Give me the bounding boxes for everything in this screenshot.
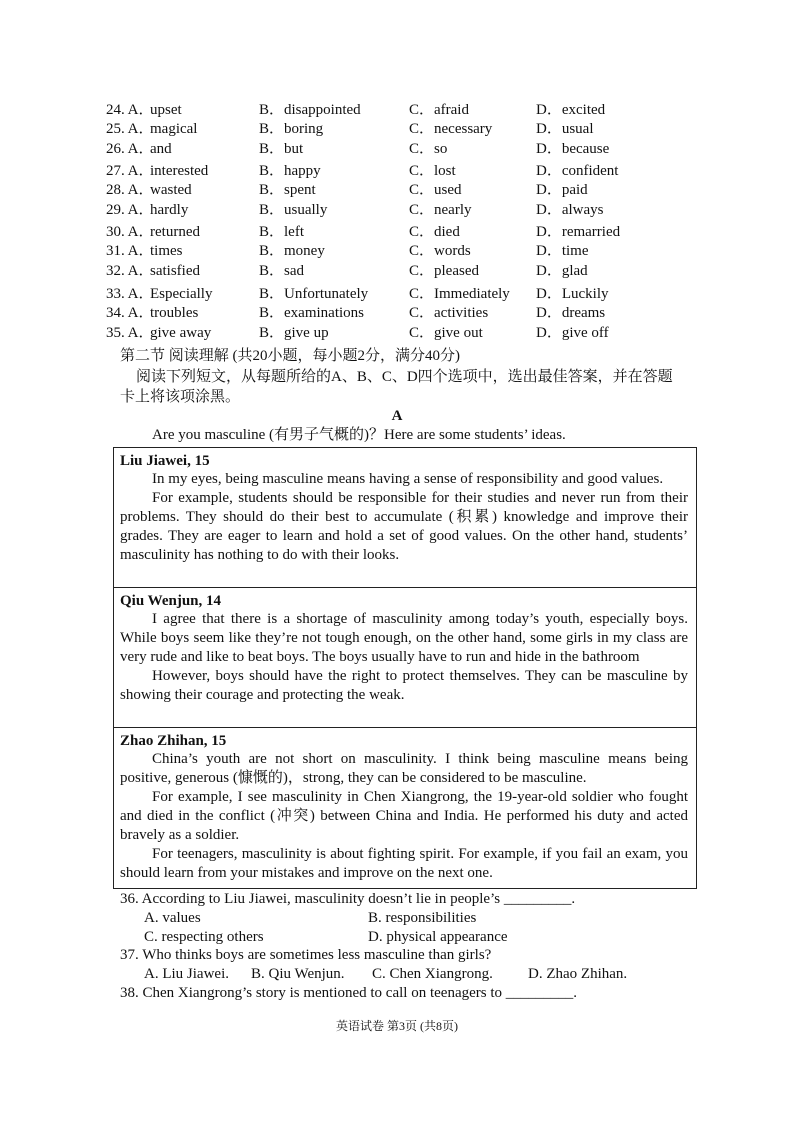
answer-option[interactable]: give away (150, 325, 212, 341)
answer-option[interactable]: times (150, 243, 183, 259)
question-option[interactable]: D. physical appearance (368, 929, 508, 945)
paragraph: For example, I see masculinity in Chen Xiangrong, the 19-year-old soldier who fought and died in the conflict (冲突) between China and India. He performed his duty and acted bravely as a soldier. (120, 789, 688, 843)
answer-option[interactable]: D．dreams (536, 305, 606, 321)
answer-option[interactable]: satisfied (150, 263, 200, 279)
answer-option[interactable]: C．give out (409, 325, 483, 341)
answer-option[interactable]: magical (150, 121, 198, 137)
question-number: 25. A． (106, 121, 154, 137)
answer-option[interactable]: B．left (259, 224, 304, 240)
question-number: 27. A． (106, 163, 154, 179)
question-37: 37. Who thinks boys are sometimes less masculine than girls? (120, 947, 492, 963)
question-number: 30. A． (106, 224, 154, 240)
opinion-text (120, 610, 688, 705)
answer-option[interactable]: D．remarried (536, 224, 621, 240)
question-number: 29. A． (106, 202, 154, 218)
answer-option[interactable]: C．nearly (409, 202, 472, 218)
answer-option[interactable]: D．Luckily (536, 286, 609, 302)
answer-option[interactable]: B．sad (259, 263, 305, 279)
paragraph: In my eyes, being masculine means having a sense of responsibility and good values. (152, 471, 664, 487)
answer-option[interactable]: C．words (409, 243, 471, 259)
question-number: 33. A． (106, 286, 154, 302)
question-number: 31. A． (106, 243, 154, 259)
answer-option[interactable]: D．glad (536, 263, 588, 279)
question-number: 35. A． (106, 325, 154, 341)
paragraph: However, boys should have the right to protect themselves. They can be masculine by showing their courage and protecting the weak. (120, 668, 688, 703)
question-38: 38. Chen Xiangrong’s story is mentioned to call on teenagers to _________. (120, 985, 578, 1001)
answer-option[interactable]: and (150, 141, 172, 157)
question-option[interactable]: A. Liu Jiawei. (144, 966, 229, 982)
answer-option[interactable]: D．give off (536, 325, 609, 341)
passage-intro: Are you masculine (有男子气概的)？Here are some students’ ideas. (152, 427, 566, 443)
answer-option[interactable]: wasted (150, 182, 192, 198)
answer-option[interactable]: D．always (536, 202, 604, 218)
answer-option[interactable]: Especially (150, 286, 213, 302)
question-number: 32. A． (106, 263, 154, 279)
answer-option[interactable]: B．but (259, 141, 304, 157)
question-number: 24. A． (106, 102, 154, 118)
opinion-text (120, 470, 688, 565)
paragraph: China’s youth are not short on masculinity. I think being masculine means being positive, generous (慷慨的)，strong, they can be considered to be masculine. (120, 751, 688, 786)
answer-option[interactable]: B．usually (259, 202, 328, 218)
paragraph: I agree that there is a shortage of masculinity among today’s youth, especially boys. While boys seem like they’re not tough enough, on the other hand, some girls in my class are very rude and like to beat boys. The boys usually have to run and hide in the bathroom (120, 611, 688, 665)
answer-option[interactable]: B．boring (259, 121, 324, 137)
question-option[interactable]: C. respecting others (144, 929, 264, 945)
answer-option[interactable]: upset (150, 102, 182, 118)
answer-option[interactable]: interested (150, 163, 209, 179)
answer-option[interactable]: B．give up (259, 325, 329, 341)
answer-option[interactable]: B．spent (259, 182, 316, 198)
paragraph: For teenagers, masculinity is about fighting spirit. For example, if you fail an exam, you should learn from your mistakes and improve on the next one. (120, 846, 688, 881)
answer-option[interactable]: D．because (536, 141, 610, 157)
answer-option[interactable]: B．happy (259, 163, 321, 179)
answer-option[interactable]: C．afraid (409, 102, 469, 118)
answer-option[interactable]: D．time (536, 243, 589, 259)
answer-option[interactable]: D．usual (536, 121, 594, 137)
answer-option[interactable]: B．money (259, 243, 325, 259)
answer-option[interactable]: C．activities (409, 305, 489, 321)
student-name: Liu Jiawei, 15 (120, 453, 210, 469)
answer-option[interactable]: C．pleased (409, 263, 479, 279)
answer-option[interactable]: hardly (150, 202, 189, 218)
passage-letter: A (391, 408, 403, 424)
answer-option[interactable]: C．so (409, 141, 448, 157)
question-option[interactable]: B. responsibilities (368, 910, 477, 926)
question-option[interactable]: D. Zhao Zhihan. (528, 966, 628, 982)
section-instruction: 阅读下列短文，从每题所给的A、B、C、D四个选项中，选出最佳答案，并在答题卡上将该项涂黑。 (120, 369, 673, 405)
answer-option[interactable]: returned (150, 224, 200, 240)
answer-option[interactable]: D．paid (536, 182, 588, 198)
answer-option[interactable]: C．lost (409, 163, 456, 179)
answer-option[interactable]: B．examinations (259, 305, 364, 321)
answer-option[interactable]: C．necessary (409, 121, 493, 137)
answer-option[interactable]: C．died (409, 224, 460, 240)
opinion-box-2 (113, 587, 697, 728)
answer-option[interactable]: D．excited (536, 102, 606, 118)
question-number: 26. A． (106, 141, 154, 157)
paragraph: For example, students should be responsible for their studies and never run from their problems. They should do their best to accumulate (积累) knowledge and improve their grades. They are eager to learn and hold a set of good values. On the other hand, students’ masculinity has nothing to do with their looks. (120, 490, 688, 563)
question-option[interactable]: A. values (144, 910, 201, 926)
answer-option[interactable]: D．confident (536, 163, 619, 179)
question-36: 36. According to Liu Jiawei, masculinity doesn’t lie in people’s _________. (120, 891, 576, 907)
section-heading: 第二节 阅读理解 (共20小题，每小题2分，满分40分) (120, 348, 460, 364)
question-number: 28. A． (106, 182, 154, 198)
answer-option[interactable]: C．Immediately (409, 286, 510, 302)
answer-option[interactable]: troubles (150, 305, 199, 321)
student-name: Zhao Zhihan, 15 (120, 733, 227, 749)
answer-option[interactable]: C．used (409, 182, 462, 198)
opinion-box-3 (113, 727, 697, 889)
answer-option[interactable]: B．disappointed (259, 102, 361, 118)
question-option[interactable]: B. Qiu Wenjun. (251, 966, 345, 982)
opinion-text (120, 750, 688, 883)
question-number: 34. A． (106, 305, 154, 321)
student-name: Qiu Wenjun, 14 (120, 593, 222, 609)
page-footer: 英语试卷 第3页 (共8页) (336, 1019, 458, 1033)
opinion-box-1 (113, 447, 697, 588)
answer-option[interactable]: B．Unfortunately (259, 286, 369, 302)
question-option[interactable]: C. Chen Xiangrong. (372, 966, 493, 982)
